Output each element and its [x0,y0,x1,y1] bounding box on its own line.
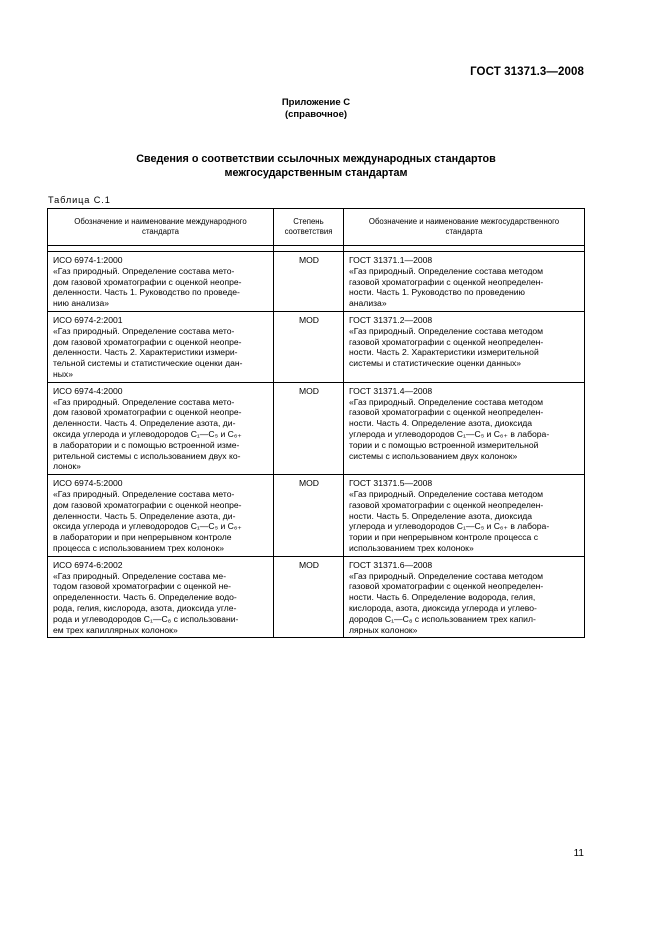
degree-cell: MOD [274,382,344,474]
intl-standard-cell [48,475,274,557]
gost-standard-cell-line: «Газ природный. Определение состава методом [349,265,544,276]
gost-standard-cell-line: «Газ природный. Определение состава методом [349,570,544,581]
gost-standard-cell-line: газовой хроматографии с оценкой неопределен- [349,276,544,287]
annex-title: Приложение С [281,97,351,108]
page-title [48,152,584,180]
intl-standard-cell-line: ИСО 6974-1:2000 [53,255,123,265]
gost-standard-cell-line: системы и статистические оценки данных» [349,358,522,369]
page-title-line-1: Сведения о соответствии ссылочных международных стандартов [136,153,496,165]
table-row [48,475,585,557]
page-number: 11 [573,848,584,859]
intl-standard-cell-line: дом газовой хроматографии с оценкой неопре- [53,336,242,347]
gost-standard-cell-line: ГОСТ 31371.4—2008 [349,385,433,396]
intl-standard-cell-line: деленности. Часть 1. Руководство по проведе- [53,287,240,298]
intl-standard-cell-line: оксида углерода и углеводородов C₁—C₅ и C₆₊ [53,428,242,439]
intl-standard-cell-line: «Газ природный. Определение состава мето- [53,265,235,276]
gost-standard-cell-line: кислорода, азота, диоксида углерода и углево- [349,602,537,613]
intl-standard-cell-line: рода и углеводородов C₁—C₈ с использовани- [53,613,239,624]
intl-standard-cell-line: лонок» [53,461,81,472]
gost-standard-cell-line: газовой хроматографии с оценкой неопределен- [349,499,544,510]
table-row [48,252,585,312]
intl-standard-cell-line: «Газ природный. Определение состава мето- [53,325,235,336]
gost-standard-cell-line: использованием трех колонок» [349,542,474,553]
gost-standard-cell-line: «Газ природный. Определение состава методом [349,396,544,407]
gost-standard-cell-line: лярных колонок» [349,624,418,635]
gost-standard-cell-line: тории и с помощью встроенной измерительной [349,439,539,450]
gost-standard-cell-line: тории и при непрерывном контроле процесса с [349,532,539,543]
intl-standard-cell-line: рода, гелия, кислорода, азота, диоксида угле- [53,602,237,613]
intl-standard-cell-line: в лаборатории и при непрерывном контроле [53,532,232,543]
correspondence-table [47,208,585,638]
table-body [48,252,585,638]
intl-standard-cell-line: деленности. Часть 4. Определение азота, ди- [53,418,236,429]
intl-standard-cell-line: ИСО 6974-4:2000 [53,385,123,396]
gost-standard-cell [344,382,585,474]
gost-standard-cell-line: ГОСТ 31371.5—2008 [349,478,433,489]
table-row [48,382,585,474]
intl-standard-cell-line: рительной системы с использованием двух ко- [53,450,241,461]
intl-standard-cell [48,311,274,382]
gost-standard-cell-line: ГОСТ 31371.6—2008 [349,559,433,570]
gost-standard-cell-line: анализа» [349,298,387,309]
intl-standard-cell-line: «Газ природный. Определение состава мето- [53,396,235,407]
gost-standard-cell-line: системы с использованием двух колонок» [349,450,518,461]
intl-standard-cell-line: ных» [53,368,73,379]
intl-standard-cell-line: дом газовой хроматографии с оценкой неопре- [53,499,242,510]
gost-standard-cell-line: ГОСТ 31371.1—2008 [349,255,433,265]
intl-standard-cell-line: деленности. Часть 2. Характеристики измери- [53,347,238,358]
intl-standard-cell-line: ИСО 6974-5:2000 [53,478,123,489]
intl-standard-cell-line: дом газовой хроматографии с оценкой неопре- [53,276,242,287]
gost-standard-cell [344,311,585,382]
gost-standard-cell-line: газовой хроматографии с оценкой неопределен- [349,407,544,418]
gost-standard-cell-line: ности. Часть 4. Определение азота, диоксида [349,418,533,429]
intl-standard-cell-line: дом газовой хроматографии с оценкой неопре- [53,407,242,418]
intl-standard-cell-line: ИСО 6974-6:2002 [53,559,123,570]
intl-standard-cell-line: тодом газовой хроматографии с оценкой не- [53,581,231,592]
table-row [48,311,585,382]
intl-standard-cell-line: процесса с использованием трех колонок» [53,542,224,553]
gost-standard-cell-line: углерода и углеводородов C₁—C₅ и C₆₊ в лабора- [349,521,550,532]
intl-standard-cell [48,382,274,474]
intl-standard-cell-line: ИСО 6974-2:2001 [53,314,123,325]
gost-standard-cell [344,475,585,557]
intl-standard-cell-line: определенности. Часть 6. Определение водо- [53,592,237,603]
intl-standard-cell-line: «Газ природный. Определение состава ме- [53,570,227,581]
degree-cell: MOD [274,311,344,382]
degree-cell: MOD [274,475,344,557]
intl-standard-cell-line: деленности. Часть 5. Определение азота, ди- [53,510,236,521]
header-gost-standard: Обозначение и наименование межгосударственного стандарта [344,209,585,246]
header-degree: Степень соответствия [274,209,344,246]
gost-standard-cell-line: углерода и углеводородов C₁—C₅ и C₆₊ в лабора- [349,428,550,439]
intl-standard-cell [48,252,274,312]
gost-standard-cell-line: ности. Часть 6. Определение водорода, гелия, [349,592,536,603]
gost-standard-cell [344,556,585,638]
intl-standard-cell-line: тельной системы и статистические оценки дан- [53,358,243,369]
gost-standard-cell-line: ности. Часть 1. Руководство по проведению [349,287,525,298]
gost-standard-cell [344,252,585,312]
page-title-line-2: межгосударственным стандартам [224,167,408,179]
intl-standard-cell-line: «Газ природный. Определение состава мето- [53,488,235,499]
intl-standard-cell-line: ем трех капиллярных колонок» [53,624,178,635]
intl-standard-cell [48,556,274,638]
gost-standard-cell-line: газовой хроматографии с оценкой неопределен- [349,581,544,592]
gost-standard-cell-line: дородов C₁—C₈ с использованием трех капил- [349,613,536,624]
degree-cell: MOD [274,556,344,638]
gost-standard-cell-line: газовой хроматографии с оценкой неопределен- [349,336,544,347]
gost-standard-cell-line: ности. Часть 2. Характеристики измерительной [349,347,539,358]
table-label: Таблица С.1 [48,195,111,205]
gost-standard-cell-line: ГОСТ 31371.2—2008 [349,314,433,325]
gost-standard-cell-line: «Газ природный. Определение состава методом [349,325,544,336]
degree-cell: MOD [274,252,344,312]
document-code: ГОСТ 31371.3—2008 [470,66,584,78]
header-intl-standard: Обозначение и наименование международного стандарта [48,209,274,246]
annex-heading [48,97,584,121]
table-header-row [48,209,585,246]
gost-standard-cell-line: ности. Часть 5. Определение азота, диоксида [349,510,533,521]
annex-subtitle: (справочное) [284,109,348,120]
gost-standard-cell-line: «Газ природный. Определение состава методом [349,488,544,499]
table-row [48,556,585,638]
intl-standard-cell-line: в лаборатории и с помощью встроенной изме- [53,439,240,450]
intl-standard-cell-line: нию анализа» [53,298,109,309]
intl-standard-cell-line: оксида углерода и углеводородов C₁—C₅ и C₆₊ [53,521,242,532]
